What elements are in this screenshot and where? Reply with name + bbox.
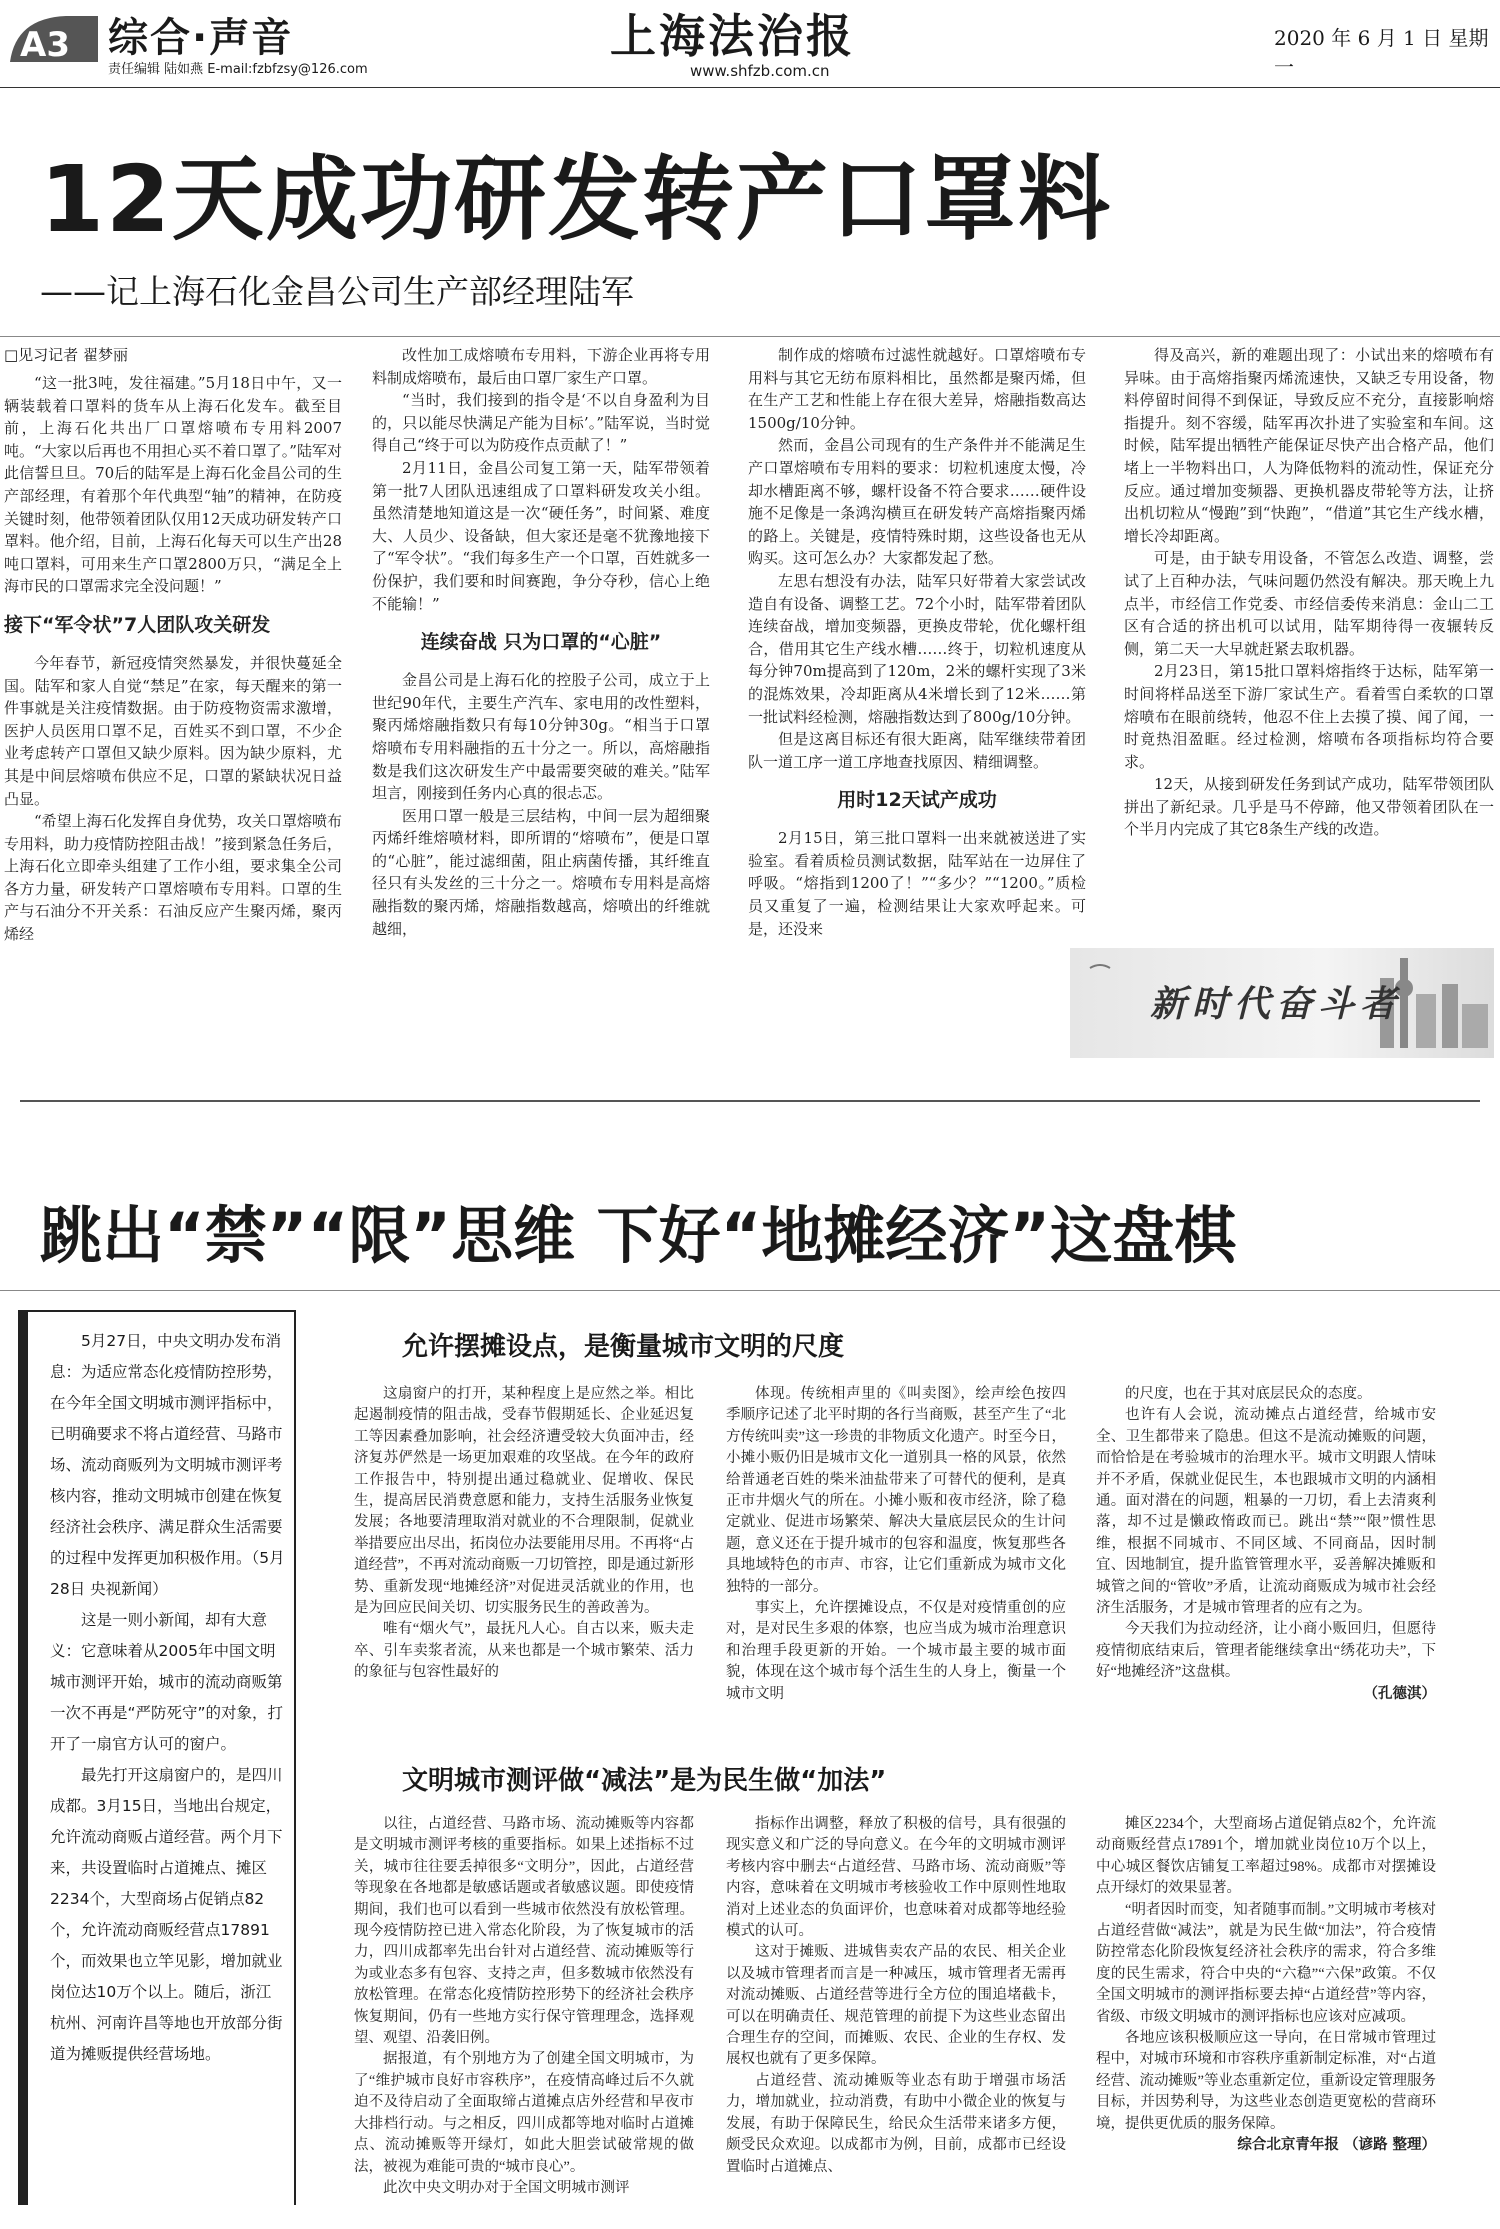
paragraph: 据报道，有个别地方为了创建全国文明城市，为了“维护城市良好市容秩序”，在疫情高峰过后不久就迫不及待启动了全面取缔占道摊点店外经营和早夜市大排档行动。与之相反，四川成都等地对临时占道摊点、流动摊贩等开绿灯，如此大胆尝试破常规的做法，被视为难能可贵的“城市良心”。 — [354, 2051, 694, 2175]
paragraph: 指标作出调整，释放了积极的信号，具有很强的现实意义和广泛的导向意义。在今年的文明城市测评考核内容中删去“占道经营、马路市场、流动商贩”等内容，意味着在文明城市考核验收工作中原则性地取消对上述业态的负面评价，也意味着对成都等地经验模式的认可。 — [726, 1816, 1066, 1940]
paragraph: 摊区2234个，大型商场占道促销点82个，允许流动商贩经营点17891个，增加就业岗位10万个以上，中心城区餐饮店铺复工率超过98%。成都市对摆摊设点开绿灯的效果显著。 — [1096, 1816, 1436, 1897]
paragraph: 体现。传统相声里的《叫卖图》，绘声绘色按四季顺序记述了北平时期的各行当商贩，甚至产生了“北方传统叫卖”这一珍贵的非物质文化遗产。时至今日，小摊小贩仍旧是城市文化一道别具一格的风景，依然给普通老百姓的柴米油盐带来了可替代的便利，是真正市井烟火气的所在。小摊小贩和夜市经济，除了稳定就业、促进市场繁荣、解决大量底层民众的生计问题，意义还在于提升城市的包容和温度，恢复那些各具地域特色的市声、市容，让它们重新成为城市文化独特的一部分。 — [726, 1386, 1066, 1595]
newspaper-logo: 上海法治报 — [610, 9, 855, 63]
paragraph: 最先打开这扇窗户的，是四川成都。3月15日，当地出台规定，允许流动商贩占道经营。两个月下来，共设置临时占道摊点、摊区2234个，大型商场占促销点82个，允许流动商贩经营点17891个，而效果也立竿见影，增加就业岗位达10万个以上。随后，浙江杭州、河南许昌等地也开放部分街道为摊贩提供经营场地。 — [50, 1766, 283, 2063]
article1-headline: 12天成功研发转产口罩料 — [40, 146, 1113, 253]
paragraph: 也许有人会说，流动摊点占道经营，给城市安全、卫生都带来了隐患。但这不是流动摊贩的问题，而恰恰是在考验城市的治理水平。城市文明跟人情味并不矛盾，保就业促民生，本也跟城市文明的内涵相通。面对潜在的问题，粗暴的一刀切，看上去清爽利落，却不过是懒政惰政而已。跳出“禁”“限”惯性思维，根据不同城市、不同区域、不同商品，因时制宜、因地制宜，提升监管管理水平，妥善解决摊贩和城管之间的“管收”矛盾，让流动商贩成为城市社会经济生活服务，才是城市管理者的应有之为。 — [1096, 1407, 1436, 1617]
paragraph: 今年春节，新冠疫情突然暴发，并很快蔓延全国。陆军和家人自觉“禁足”在家，每天醒来的第一件事就是关注疫情数据。由于防疫物资需求激增，医护人员医用口罩不足，百姓买不到口罩，不少企业考虑转产口罩但又缺少原料。因为缺少原料，尤其是中间层熔喷布供应不足，口罩的紧缺状况日益凸显。 — [4, 653, 342, 808]
paragraph: “这一批3吨，发往福建。”5月18日中午，又一辆装载着口罩料的货车从上海石化发车。截至目前，上海石化共出厂口罩熔喷布专用料2007吨。“大家以后再也不用担心买不着口罩了。”陆军对此信誓旦旦。70后的陆军是上海石化金昌公司的生产部经理，有着那个年代典型“轴”的精神，在防疫关键时刻，他带领着团队仅用12天成功研发转产口罩料。他介绍，目前，上海石化每天可以生产出28吨口罩料，可用来生产口罩2800万只，“满足全上海市民的口罩需求完全没问题！” — [4, 374, 342, 596]
paragraph: 事实上，允许摆摊设点，不仅是对疫情重创的应对，是对民生多艰的体察，也应当成为城市治理意识和治理手段更新的开始。一个城市最主要的城市面貌，体现在这个城市每个活生生的人身上，衡量一个城市文明 — [726, 1600, 1066, 1702]
paragraph: 这是一则小新闻，却有大意义：它意味着从2005年中国文明城市测评开始，城市的流动商贩第一次不再是“严防死守”的对象，打开了一扇官方认可的窗户。 — [50, 1611, 284, 1753]
divider — [0, 1290, 1500, 1291]
paragraph: 以往，占道经营、马路市场、流动摊贩等内容都是文明城市测评考核的重要指标。如果上述指标不过关，城市往往要丢掉很多“文明分”，因此，占道经营等现象在各地都是敏感话题或者敏感议题。即使疫情期间，我们也可以看到一些城市依然没有放松管理。现今疫情防控已进入常态化阶段，为了恢复城市的活力，四川成都率先出台针对占道经营、流动摊贩等行为或业态多有包容、支持之声，但多数城市依然没有放松管理。在常态化疫情防控形势下的经济社会秩序恢复期间，仍有一些地方实行保守管理理念，选择观望、观望、沿袭旧例。 — [354, 1816, 694, 2047]
article2-section1-column-2 — [726, 1384, 1066, 1705]
paragraph: 然而，金昌公司现有的生产条件并不能满足生产口罩熔喷布专用料的要求：切粒机速度太慢，冷却水槽距离不够，螺杆设备不符合要求……硬件设施不足像是一条鸿沟横亘在研发转产高熔指聚丙烯的路上。关键是，疫情特殊时期，这些设备也无从购买。这可怎么办？大家都发起了愁。 — [748, 436, 1086, 568]
article1-column-4 — [1124, 344, 1494, 841]
article1-column-2 — [372, 344, 710, 940]
article1-subhead-b: 连续奋战 只为口罩的“心脏” — [420, 631, 662, 654]
paragraph: 的尺度，也在于其对底层民众的态度。 — [1125, 1386, 1372, 1402]
article2-section2-title: 文明城市测评做“减法”是为民生做“加法” — [402, 1766, 887, 1796]
paragraph: 改性加工成熔喷布专用料，下游企业再将专用料制成熔喷布，最后由口罩厂家生产口罩。 — [372, 346, 710, 387]
paragraph: “明者因时而变，知者随事而制。”文明城市考核对占道经营做“减法”，就是为民生做“加法”，符合疫情防控常态化阶段恢复经济社会秩序的需求，符合多维度的民生需求，符合中央的“六稳”“六保”政策。不仅全国文明城市的测评指标要去掉“占道经营”等内容，省级、市级文明城市的测评指标也应该对应减项。 — [1096, 1901, 1436, 2025]
paragraph: 唯有“烟火气”，最抚凡人心。自古以来，贩夫走卒、引车卖浆者流，从来也都是一个城市繁荣、活力的象征与包容性最好的 — [354, 1621, 694, 1681]
divider — [0, 336, 1500, 337]
paragraph: “希望上海石化发挥自身优势，攻关口罩熔喷布专用料，助力疫情防控阻击战！”接到紧急任务后，上海石化立即牵头组建了工作小组，要求集全公司各方力量，研发转产口罩熔喷布专用料。口罩的生产与石油分不开关系：石油反应产生聚丙烯，聚丙烯经 — [4, 812, 342, 944]
article2-section2-column-2 — [726, 1814, 1066, 2178]
author-signature: （孔德淇） — [1363, 1685, 1436, 1702]
paragraph: 金昌公司是上海石化的控股子公司，成立于上世纪90年代，主要生产汽车、家电用的改性塑料，聚丙烯熔融指数只有每10分钟30g。“相当于口罩熔喷布专用料融指的五十分之一。所以，高熔融指数是我们这次研发生产中最需要突破的难关。”陆军坦言，刚接到任务内心真的很忐忑。 — [372, 671, 710, 803]
masthead — [0, 0, 1500, 88]
paragraph: 可是，由于缺专用设备，不管怎么改造、调整，尝试了上百种办法，气味问题仍然没有解决。那天晚上九点半，市经信工作党委、市经信委传来消息：金山二工区有合适的挤出机可以试用，陆军期待得一夜辗转反侧，第二天一大早就赶紧去取机器。 — [1124, 549, 1494, 658]
paragraph: 2月11日，金昌公司复工第一天，陆军带领着第一批7人团队迅速组成了口罩料研发攻关小组。虽然清楚地知道这是一次“硬任务”，时间紧、难度大、人员少、设备缺，但大家还是毫不犹豫地接下了“军令状”。“我们每多生产一个口罩，百姓就多一份保护，我们要和时间赛跑，争分夺秒，信心上绝不能输！” — [372, 458, 711, 613]
paragraph: 得及高兴，新的难题出现了：小试出来的熔喷布有异味。由于高熔指聚丙烯流速快，又缺乏专用设备，物料停留时间得不到保证，导致反应不充分，直接影响熔指提升。刻不容缓，陆军再次扑进了实验室和车间。这时候，陆军提出牺牲产能保证尽快产出合格产品，他们堵上一半物料出口，人为降低物料的流动性，保证充分反应。通过增加变频器、更换机器皮带轮等方法，让挤出机切粒从“慢跑”到“快跑”，“借道”其它生产线水槽，增长冷却距离。 — [1124, 346, 1494, 545]
editor-credit: 责任编辑 陆如燕 E-mail:fzbfzsy@126.com — [108, 62, 368, 77]
section-title: 综合·声音 — [108, 15, 294, 61]
article2-headline: 跳出“禁”“限”思维 下好“地摊经济”这盘棋 — [40, 1199, 1237, 1272]
page-number-badge — [6, 10, 100, 66]
newspaper-url[interactable]: www.shfzb.com.cn — [690, 62, 830, 80]
issue-date: 2020 年 6 月 1 日 星期一 — [1274, 26, 1489, 79]
author-signature: 综合北京青年报 （谚路 整理） — [1237, 2137, 1436, 2154]
news-sidebar-box — [18, 1310, 296, 2205]
article2-section1-column-1 — [354, 1384, 694, 1684]
article2-section1-column-3 — [1096, 1384, 1436, 1705]
paragraph: 这扇窗户的打开，某种程度上是应然之举。相比起遏制疫情的阻击战，受春节假期延长、企业延迟复工等因素叠加影响，社会经济遭受较大负面冲击，经济复苏俨然是一场更加艰难的攻坚战。在今年的政府工作报告中，特别提出通过稳就业、促增收、保民生，提高居民消费意愿和能力，支持生活服务业恢复发展；各地要清理取消对就业的不合理限制，促就业举措要应出尽出，拓岗位办法要能用尽用。不再将“占道经营”，不再对流动商贩一刀切管控，即是通过新形势、重新发现“地摊经济”对促进灵活就业的作用，也是为回应民间关切、切实服务民生的善政善为。 — [354, 1386, 694, 1617]
section-divider — [20, 1100, 1480, 1102]
paragraph: 医用口罩一般是三层结构，中间一层为超细聚丙烯纤维熔喷材料，即所谓的“熔喷布”，便是口罩的“心脏”，能过滤细菌，阻止病菌传播，其纤维直径只有头发丝的三十分之一。熔喷布专用料是高熔融指数的聚丙烯，熔融指数越高，熔喷出的纤维就越细， — [372, 806, 710, 938]
paragraph: 5月27日，中央文明办发布消息：为适应常态化疫情防控形势，在今年全国文明城市测评指标中，已明确要求不将占道经营、马路市场、流动商贩列为文明城市测评考核内容，推动文明城市创建在恢复经济社会秩序、满足群众生活需要的过程中发挥更加积极作用。（5月28日 央视新闻） — [50, 1332, 285, 1598]
paragraph: “当时，我们接到的指令是‘不以自身盈利为目的，只以能尽快满足产能为目标’。”陆军说，当时觉得自己“终于可以为防疫作点贡献了！” — [372, 391, 710, 455]
paragraph: 制作成的熔喷布过滤性就越好。口罩熔喷布专用料与其它无纺布原料相比，虽然都是聚丙烯，但在生产工艺和性能上存在很大差异，熔融指数高达1500g/10分钟。 — [748, 346, 1086, 432]
article1-byline: □见习记者 翟梦丽 — [4, 346, 128, 364]
article1-column-1 — [4, 372, 342, 946]
article1-subhead-a: 接下“军令状”7人团队攻关研发 — [4, 613, 271, 636]
article2-section1-title: 允许摆摊设点，是衡量城市文明的尺度 — [402, 1332, 845, 1362]
article1-column-3 — [748, 344, 1086, 940]
paragraph: 占道经营、流动摊贩等业态有助于增强市场活力，增加就业，拉动消费，有助中小微企业的恢复与发展，有助于保障民生，给民众生活带来诸多方便，颇受民众欢迎。以成都市为例，目前，成都市已经设置临时占道摊点、 — [726, 2072, 1066, 2175]
article2-section2-column-3 — [1096, 1814, 1436, 2157]
paragraph: 此次中央文明办对于全国文明城市测评 — [383, 2179, 630, 2196]
article1-subheadline: ——记上海石化金昌公司生产部经理陆军 — [40, 272, 634, 311]
article2-section2-column-1 — [354, 1814, 694, 2199]
page-badge-text: A3 — [20, 25, 70, 65]
article1-subhead-c: 用时12天试产成功 — [837, 789, 997, 812]
paragraph: 12天，从接到研发任务到试产成功，陆军带领团队拼出了新纪录。几乎是马不停蹄，他又带领着团队在一个半月内完成了其它8条生产线的改造。 — [1124, 775, 1494, 839]
paragraph: 今天我们为拉动经济，让小商小贩回归，但愿待疫情彻底结束后，管理者能继续拿出“绣花功夫”，下好“地摊经济”这盘棋。 — [1096, 1621, 1436, 1681]
paragraph: 左思右想没有办法，陆军只好带着大家尝试改造自有设备、调整工艺。72个小时，陆军带着团队连续奋战，增加变频器，更换皮带轮，优化螺杆组合，借用其它生产线水槽……终于，切粒机速度从每分钟70m提高到了120m，2米的螺杆实现了3米的混炼效果，冷却距离从4米增长到了12米……第一批试料经检测，熔融指数达到了800g/10分钟。 — [748, 571, 1086, 726]
paragraph: 2月15日，第三批口罩料一出来就被送进了实验室。看着质检员测试数据，陆军站在一边屏住了呼吸。“熔指到1200了！”“多少？”“1200。”质检员又重复了一遍，检测结果让大家欢呼起来。可是，还没来 — [748, 829, 1086, 938]
paragraph: 这对于摊贩、进城售卖农产品的农民、相关企业以及城市管理者而言是一种减压，城市管理者无需再对流动摊贩、占道经营等进行全方位的围追堵截卡，可以在明确责任、规范管理的前提下为这些业态留出合理生存的空间，而摊贩、农民、企业的生存权、发展权也就有了更多保障。 — [726, 1944, 1066, 2068]
paragraph: 各地应该积极顺应这一导向，在日常城市管理过程中，对城市环境和市容秩序重新制定标准，对“占道经营、流动摊贩”等业态重新定位，重新设定管理服务目标，并因势利导，为这些业态创造更宽松的营商环境，提供更优质的服务保障。 — [1096, 2030, 1436, 2132]
paragraph: 2月23日，第15批口罩料熔指终于达标，陆军第一时间将样品送至下游厂家试生产。看着雪白柔软的口罩熔喷布在眼前绕转，他忍不住上去摸了摸、闻了闻，一时竟热泪盈眶。经过检测，熔喷布各项指标均符合要求。 — [1124, 662, 1494, 771]
column-banner-title: 新时代奋斗者 — [1150, 983, 1403, 1025]
paragraph: 但是这离目标还有很大距离，陆军继续带着团队一道工序一道工序地查找原因、精细调整。 — [748, 730, 1086, 771]
